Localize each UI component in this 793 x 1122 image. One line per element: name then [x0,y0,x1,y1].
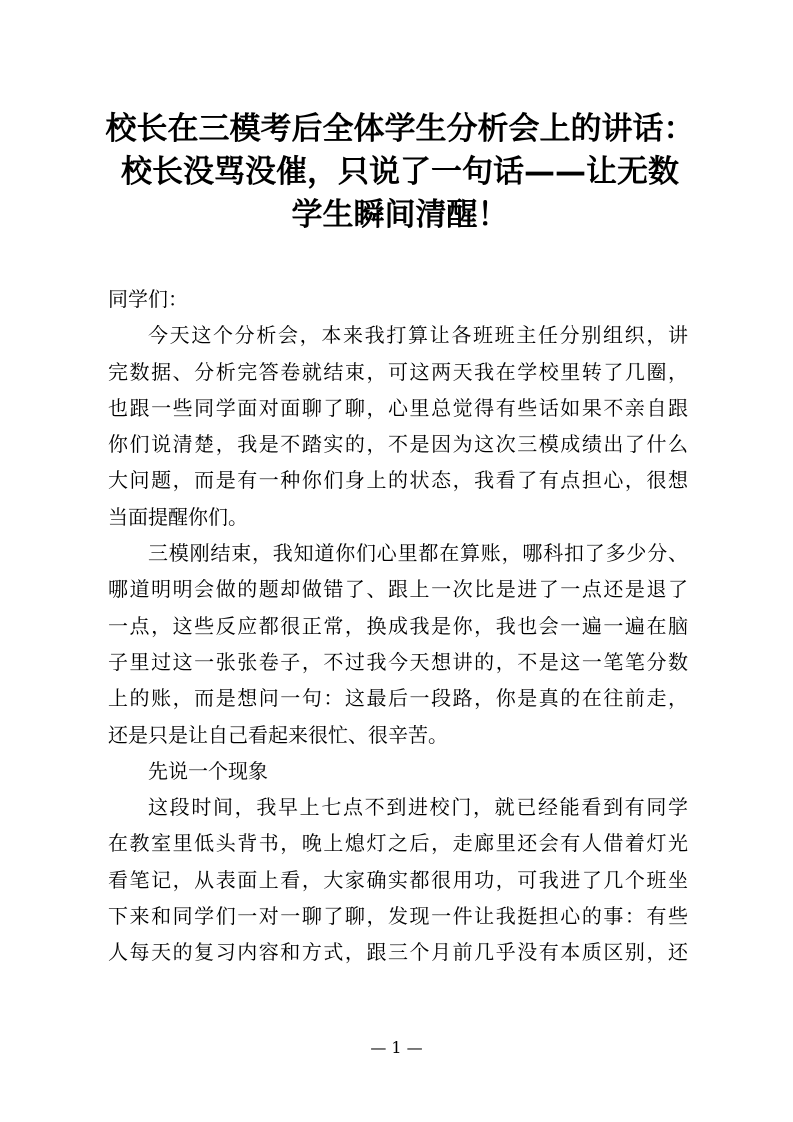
body-line: 在教室里低头背书，晚上熄灯之后，走廊里还会有人借着灯光 [108,831,688,856]
title-line: 校长在三模考后全体学生分析会上的讲话： [105,111,695,147]
body-line: 还是只是让自己看起来很忙、很辛苦。 [108,722,448,747]
page-number: — 1 — [370,1038,423,1057]
body-line: 子里过这一张张卷子，不过我今天想讲的，不是这一笔笔分数 [108,649,688,674]
body-line: 当面提醒你们。 [108,504,248,529]
body-line: 看笔记，从表面上看，大家确实都很用功，可我进了几个班坐 [108,867,688,892]
body-line: 大问题，而是有一种你们身上的状态，我看了有点担心，很想 [108,468,688,493]
body-line: 完数据、分析完答卷就结束，可这两天我在学校里转了几圈， [108,359,688,384]
section-heading: 先说一个现象 [148,758,268,783]
body-line: 人每天的复习内容和方式，跟三个月前几乎没有本质区别，还 [108,940,688,965]
body-line: 今天这个分析会，本来我打算让各班班主任分别组织，讲 [148,323,688,348]
body-line: 一点，这些反应都很正常，换成我是你，我也会一遍一遍在脑 [108,613,688,638]
body-line: 也跟一些同学面对面聊了聊，心里总觉得有些话如果不亲自跟 [108,395,688,420]
body-line: 哪道明明会做的题却做错了、跟上一次比是进了一点还是退了 [108,577,688,602]
body-line: 三模刚结束，我知道你们心里都在算账，哪科扣了多少分、 [148,541,688,566]
greeting: 同学们： [108,287,188,311]
body-line: 上的账，而是想问一句：这最后一段路，你是真的在往前走， [108,686,688,711]
body-line: 这段时间，我早上七点不到进校门，就已经能看到有同学 [148,795,688,820]
title-line: 学生瞬间清醒！ [291,197,509,233]
document-title [100,108,700,237]
body-line: 下来和同学们一对一聊了聊，发现一件让我挺担心的事：有些 [108,904,688,929]
title-line: 校长没骂没催，只说了一句话——让无数 [121,154,679,190]
document-body [108,281,688,971]
body-line: 你们说清楚，我是不踏实的，不是因为这次三模成绩出了什么 [108,432,688,457]
